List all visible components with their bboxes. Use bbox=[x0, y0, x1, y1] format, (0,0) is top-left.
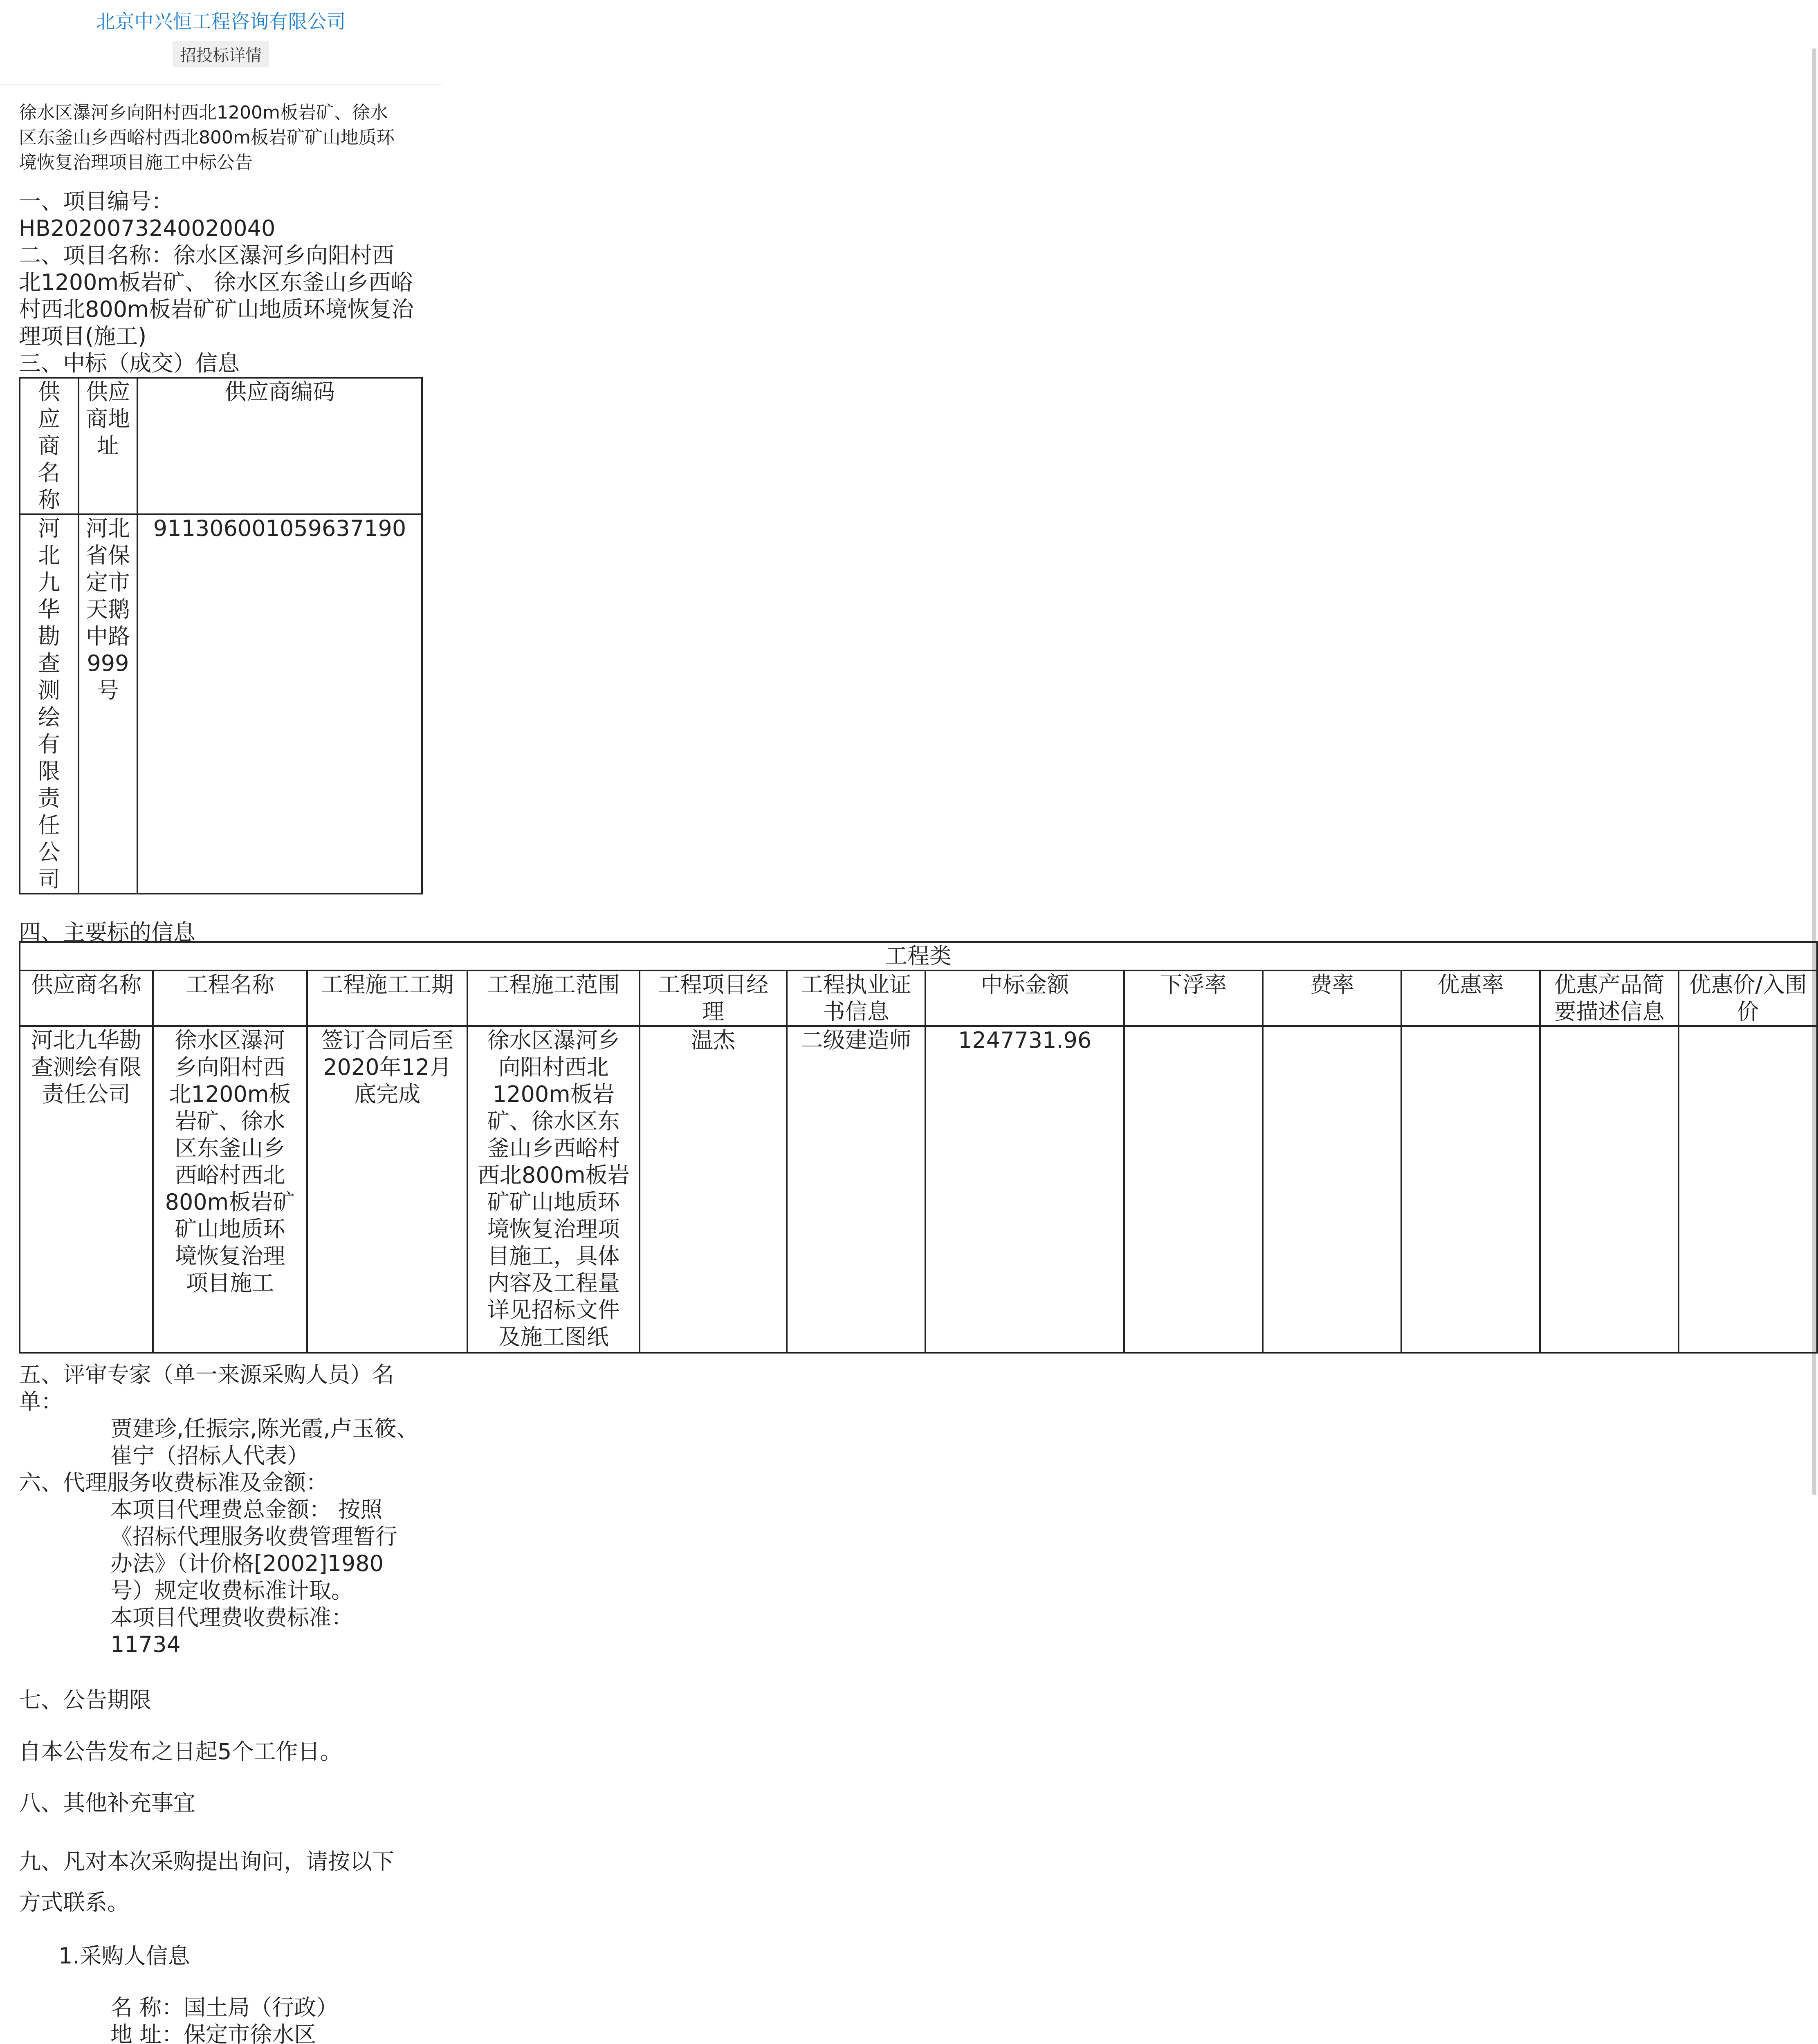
period-text: 自本公告发布之日起5个工作日。 bbox=[19, 1739, 342, 1764]
header-discount-desc: 优惠产品简 要描述信息 bbox=[1540, 970, 1679, 1026]
page-header bbox=[0, 0, 442, 85]
announcement-lower bbox=[19, 1361, 428, 2044]
fee-line: 号）规定收费标准计取。 bbox=[110, 1578, 353, 1603]
header-project-name: 工程名称 bbox=[153, 970, 307, 1026]
page-subtitle: 招投标详情 bbox=[173, 41, 269, 67]
spacer bbox=[19, 1765, 428, 1790]
header-scope: 工程施工范围 bbox=[467, 970, 640, 1026]
spacer bbox=[19, 175, 428, 188]
row-license: 二级建造师 bbox=[787, 1026, 925, 1353]
row-manager: 温杰 bbox=[640, 1026, 787, 1353]
section-experts-line: 单： bbox=[19, 1389, 63, 1414]
section-experts-line: 五、评审专家（单一来源采购人员）名 bbox=[19, 1362, 394, 1387]
header-float-rate: 下浮率 bbox=[1124, 970, 1263, 1026]
supplier-table bbox=[19, 377, 423, 894]
fee-line: 本项目代理费总金额： 按照 bbox=[110, 1497, 383, 1522]
row-duration: 签订合同后至 2020年12月 底完成 bbox=[307, 1026, 467, 1353]
section-other: 八、其他补充事宜 bbox=[19, 1790, 195, 1816]
table-group-row bbox=[20, 942, 1817, 970]
subtitle-wrap bbox=[0, 41, 442, 67]
spacer bbox=[19, 894, 428, 919]
row-scope: 徐水区瀑河乡 向阳村西北 1200m板岩 矿、徐水区东 釜山乡西峪村 西北800m板岩 矿矿山地质环 境恢复治理项 目施工，具体 内容及工程量 详见招标文件 及施工图纸 bbox=[467, 1026, 640, 1353]
header-manager: 工程项目经 理 bbox=[640, 970, 787, 1026]
section-contact-line: 方式联系。 bbox=[19, 1889, 129, 1915]
group-header: 工程类 bbox=[20, 942, 1817, 970]
supplier-name: 河 北 九 华 勘 查 测 绘 有 限 责 任 公 司 bbox=[20, 514, 79, 894]
spacer bbox=[19, 1817, 428, 1841]
header-supplier: 供应商名称 bbox=[20, 970, 153, 1026]
row-fee-rate bbox=[1263, 1026, 1401, 1353]
experts-names-line: 贾建珍,任振宗,陈光霞,卢玉筱、 bbox=[110, 1416, 419, 1441]
fee-line: 办法》（计价格[2002]1980 bbox=[110, 1551, 384, 1576]
section-contact-line: 九、凡对本次采购提出询问，请按以下 bbox=[19, 1849, 394, 1874]
project-name-line: 村西北800m板岩矿矿山地质环境恢复治 bbox=[19, 296, 414, 322]
row-amount: 1247731.96 bbox=[925, 1026, 1124, 1353]
supplier-code: 911306001059637190 bbox=[137, 514, 422, 894]
fee-line: 本项目代理费收费标准： bbox=[110, 1605, 353, 1630]
purchaser-title: 1.采购人信息 bbox=[58, 1943, 190, 1969]
header-fee-rate: 费率 bbox=[1263, 970, 1401, 1026]
project-name-line: 北1200m板岩矿、 徐水区东釜山乡西峪 bbox=[19, 269, 413, 295]
purchaser-line: 地 址：保定市徐水区 bbox=[110, 2022, 316, 2044]
header-supplier-name: 供 应 商 名 称 bbox=[20, 378, 79, 514]
section-award-info: 三、中标（成交）信息 bbox=[19, 350, 240, 376]
header-supplier-code: 供应商编码 bbox=[137, 378, 422, 514]
project-name-line: 二、项目名称：徐水区瀑河乡向阳村西 bbox=[19, 242, 394, 268]
row-discount-price bbox=[1679, 1026, 1817, 1353]
experts-names-line: 崔宁（招标人代表） bbox=[110, 1443, 309, 1468]
fee-line: 《招标代理服务收费管理暂行 bbox=[110, 1524, 397, 1549]
table-row bbox=[20, 514, 422, 894]
row-discount-desc bbox=[1540, 1026, 1679, 1353]
header-discount-price: 优惠价/入围 价 bbox=[1679, 970, 1817, 1026]
company-name[interactable]: 北京中兴恒工程咨询有限公司 bbox=[96, 11, 346, 33]
row-supplier: 河北九华勘 查测绘有限 责任公司 bbox=[20, 1026, 153, 1353]
announcement-content bbox=[19, 100, 428, 946]
spacer bbox=[19, 1970, 428, 1994]
section-fee: 六、代理服务收费标准及金额： bbox=[19, 1470, 328, 1495]
fee-line: 11734 bbox=[110, 1632, 181, 1657]
announcement-title-line: 区东釜山乡西峪村西北800m板岩矿矿山地质环 bbox=[19, 127, 395, 148]
row-float-rate bbox=[1124, 1026, 1263, 1353]
header-amount: 中标金额 bbox=[925, 970, 1124, 1026]
table-row bbox=[20, 1026, 1817, 1353]
purchaser-line: 名 称：国土局（行政） bbox=[110, 1995, 339, 2020]
main-target-table bbox=[19, 941, 1818, 1354]
table-header-row bbox=[20, 970, 1817, 1026]
section-main-target: 四、主要标的信息 bbox=[19, 919, 195, 945]
spacer bbox=[19, 1658, 428, 1687]
header-supplier-address: 供应 商地 址 bbox=[79, 378, 137, 514]
supplier-address: 河北 省保 定市 天鹅 中路 999 号 bbox=[79, 514, 137, 894]
row-project-name: 徐水区瀑河 乡向阳村西 北1200m板 岩矿、徐水 区东釜山乡 西峪村西北 800m板岩矿 矿山地质环 境恢复治理 项目施工 bbox=[153, 1026, 307, 1353]
announcement-title-line: 境恢复治理项目施工中标公告 bbox=[19, 152, 253, 173]
row-discount-rate bbox=[1401, 1026, 1540, 1353]
section-period: 七、公告期限 bbox=[19, 1687, 151, 1713]
spacer bbox=[19, 1714, 428, 1738]
header-duration: 工程施工工期 bbox=[307, 970, 467, 1026]
header-license: 工程执业证 书信息 bbox=[787, 970, 925, 1026]
announcement-title-line: 徐水区瀑河乡向阳村西北1200m板岩矿、徐水 bbox=[19, 102, 388, 123]
project-number: 一、项目编号：HB2020073240020040 bbox=[19, 188, 276, 241]
spacer bbox=[19, 1923, 428, 1943]
project-name-line: 理项目(施工) bbox=[19, 323, 147, 349]
table-header-row bbox=[20, 378, 422, 514]
header-discount-rate: 优惠率 bbox=[1401, 970, 1540, 1026]
